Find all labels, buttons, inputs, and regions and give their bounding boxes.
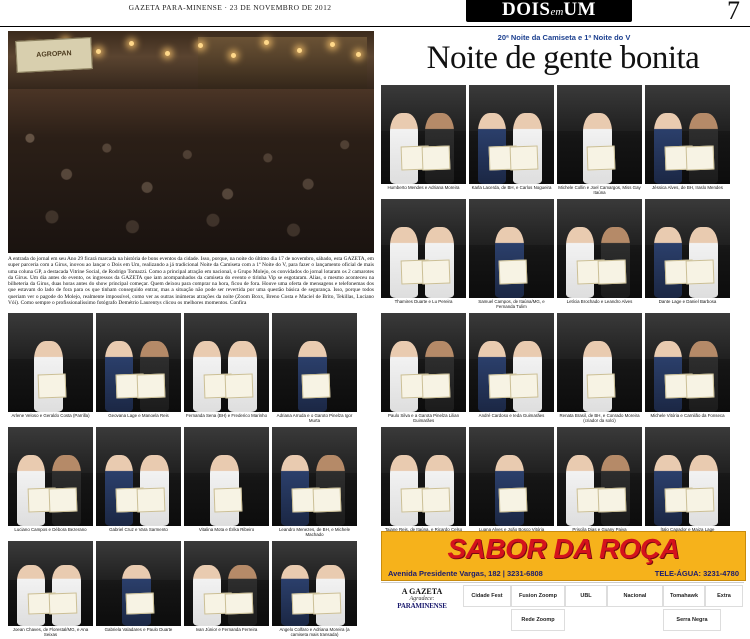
photo-caption: Jéssica Alves, de BH, Iraslo Mendes [651, 185, 723, 190]
ad-address: Avenida Presidente Vargas, 182 | 3231-6808 [388, 569, 543, 578]
photo-cell [557, 199, 642, 309]
photo-caption: Fernanda Sena (BH) e Frederico Marinho [185, 413, 268, 418]
sponsor-logo: Serra Negra [663, 609, 721, 631]
thanks-line-3: PARAMINENSE [397, 602, 447, 610]
sponsor-logo: Extra [705, 585, 743, 607]
ad-phone: TELE-ÁGUA: 3231-4780 [654, 569, 739, 578]
photo-caption: Renata Brasil, de BH, e Conrado Moreira (criador da solci) [559, 413, 640, 424]
photo-image [469, 199, 554, 298]
photo-cell [272, 541, 357, 637]
photo-image [381, 313, 466, 412]
sponsor-logo: Fusion Zoomp [511, 585, 565, 607]
photo-caption: Thamires Duarte e Lu Pereira [394, 299, 453, 304]
photo-image [645, 85, 730, 184]
photo-cell [557, 313, 642, 423]
photo-image [184, 541, 269, 626]
photo-cell [96, 427, 181, 537]
photo-caption: Adriana Arruda e o Garoto Pinelza Igor Murta [276, 413, 353, 424]
masthead [0, 0, 750, 27]
photo-caption: Angelo Colfaro e Adriana Moreira (a camiseta mais transada) [279, 627, 350, 638]
photo-cell [645, 427, 730, 537]
photo-image [272, 541, 357, 626]
photo-image [645, 427, 730, 526]
photo-caption: Taiane Reis, de Itaúna, e Ricardo Celso [384, 527, 463, 532]
photo-image [381, 85, 466, 184]
photo-cell [184, 313, 269, 423]
photo-caption: Luana Alves e João Bosco Vitória [478, 527, 545, 532]
logo-em: em [550, 6, 564, 18]
photo-cell [8, 313, 93, 423]
photo-caption: Dante Lage e Daniel Barbosa [658, 299, 717, 304]
photo-caption: Ítalo Capador e Maiza Lage [660, 527, 715, 532]
masthead-dateline: GAZETA PARA-MINENSE · 23 DE NOVEMBRO DE 2012 [128, 3, 332, 12]
photo-cell [381, 199, 466, 309]
photo-cell [557, 85, 642, 195]
photo-cell [272, 427, 357, 537]
photo-image [96, 427, 181, 526]
photo-cell [381, 427, 466, 537]
photo-image [469, 427, 554, 526]
photo-image [469, 85, 554, 184]
photo-image [557, 85, 642, 184]
logo-dois: DOIS [502, 0, 551, 20]
photo-cell [272, 313, 357, 423]
photo-cell [645, 313, 730, 423]
photo-caption: Gabriela Valadares e Paulo Duarte [104, 627, 173, 632]
photo-image [8, 427, 93, 526]
thanks-block [383, 587, 461, 610]
photo-caption: Ivan Júnior e Fernanda Ferreira [195, 627, 258, 632]
photo-image [469, 313, 554, 412]
photo-image [96, 313, 181, 412]
ad-title: SABOR DA ROÇA [447, 533, 680, 564]
photo-cell [645, 85, 730, 195]
photo-image [184, 313, 269, 412]
photo-cell [381, 313, 466, 423]
photo-caption: André Cardoso e Ieda Guimarães [478, 413, 545, 418]
photo-caption: Arlene Veloso e Geraldo Costa (Parrilla) [11, 413, 90, 418]
photo-caption: Michele Vitória e Carnilão da Fonseca [650, 413, 725, 418]
photo-cell [469, 199, 554, 309]
photo-image [272, 427, 357, 526]
photo-cell [184, 541, 269, 637]
photo-cell [184, 427, 269, 537]
photo-caption: Letícia Brochado e Leandro Alves [566, 299, 633, 304]
photo-image [272, 313, 357, 412]
photo-cell [381, 85, 466, 195]
sponsor-logo: Cidade Fest [463, 585, 511, 607]
photo-caption: Luciano Campos e Débora Bezerano [14, 527, 87, 532]
article-body: A entrada do jornal em seu Ano 29 ficará marcada na história de bons eventos da cidade. Isso, porque, na noite do último dia 17 de novembro, sábado, esta GAZETA, em super parceria com a Girus, inovou ao lançar o Dois em Um, realizando a já tradicional Noite da Camiseta com a 1ª Noite do V, para fazer o lançamento oficial de mais uma coluna GP, a destacada Vitrine Social, de Rodrigo Tomazzi. Como a principal atração em nacional, o Grupo Molejo, os convidados do jornal lotaram os 2 camarotes da Girus. Um dia antes do evento, os ingressos da GAZETA que iam acompanhados da camiseta do evento e tirinha Vip se esgotaram. Alias, o mesmo aconteceu na bilheteria da Girus, duas horas antes do show principal começar. Quem deixou para comprar na hora, ficou de fora. Houve uma oferta de mensagens e telefonemas dos que estavam do lado de fora para os que tinham conseguido entrar, mas a situação não pode ser revertida por uma questão básica de segurança. Isso, porque todos queriam ver o pagode do Molejo, realmente impossível, como ver as outras inúmeras atrações da noite (Zoom Boxx, Breno Costa e Maciel de Brito, Tekillas, Luciano Vói). Como sempre o profissionalíssimo fotógrafo Demétrio Laurentys clicou os melhores momentos. Confira [8, 256, 374, 307]
thanks-line-1: A GAZETA [401, 587, 443, 596]
photo-cell [645, 199, 730, 309]
photo-caption: Humberto Mendes e Adriana Moreira [387, 185, 460, 190]
photo-image [184, 427, 269, 526]
photo-image [8, 313, 93, 412]
photo-caption: Vitalina Mota e Érika Ribeiro [198, 527, 255, 532]
sponsor-logo: Rede Zoomp [511, 609, 565, 631]
venue-banner: AGROPAN [15, 37, 93, 73]
advertisement-sabor-da-roca[interactable] [381, 531, 746, 581]
photo-image [96, 541, 181, 626]
photo-caption: Karla Lacerda, de BH, e Carlos Nogueira [471, 185, 552, 190]
photo-cell [8, 427, 93, 537]
photo-caption: Michele Collin e Joel Camargos, Miss Gay Itaúna [558, 185, 641, 196]
page-number: 7 [727, 0, 740, 25]
photo-image [557, 427, 642, 526]
publication-logo [466, 0, 632, 22]
photo-image [8, 541, 93, 626]
photo-image [645, 199, 730, 298]
photo-cell [469, 427, 554, 537]
photo-image [557, 199, 642, 298]
photo-caption: Joean Chaves, de Florestal/MG, e Ana Seixas [12, 627, 89, 638]
photo-caption: Gabriel Cruz e Vara Sarmento [109, 527, 168, 532]
photo-image [381, 199, 466, 298]
sponsor-logo: UBL [565, 585, 607, 607]
photo-image [645, 313, 730, 412]
photo-caption: Geovana Lage e Manoela Reis [108, 413, 169, 418]
photo-cell [469, 313, 554, 423]
photo-image [381, 427, 466, 526]
photo-caption: Leandro Menezes, de BH, e Michele Machado [278, 527, 351, 538]
photo-cell [8, 541, 93, 637]
photo-cell [469, 85, 554, 195]
sponsors-strip [381, 582, 744, 635]
sponsor-logo: Tomahawk [663, 585, 705, 607]
photo-caption: Paulo Silva e a Garota Pinelza Lilian Guimarães [387, 413, 460, 424]
main-photo [8, 31, 381, 253]
photo-cell [557, 427, 642, 537]
logo-um: UM [563, 0, 596, 20]
photo-caption: Samuel Campos, de Itaúna/MG, e Fernanda Tulim [478, 299, 545, 310]
page-title: Noite de gente bonita [426, 40, 700, 76]
photo-caption: Priscila Dias e Guany Paiva [572, 527, 627, 532]
photo-cell [96, 541, 181, 637]
headline-kicker: 20ª Noite da Camiseta e 1ª Noite do V [497, 33, 631, 42]
photo-image [557, 313, 642, 412]
photo-cell [96, 313, 181, 423]
photo-credit: FOTOS: DEMETRIO LAURENTYS [375, 86, 381, 174]
thanks-line-2: Agradece: [409, 596, 435, 602]
sponsor-logo: Nacional [607, 585, 663, 607]
